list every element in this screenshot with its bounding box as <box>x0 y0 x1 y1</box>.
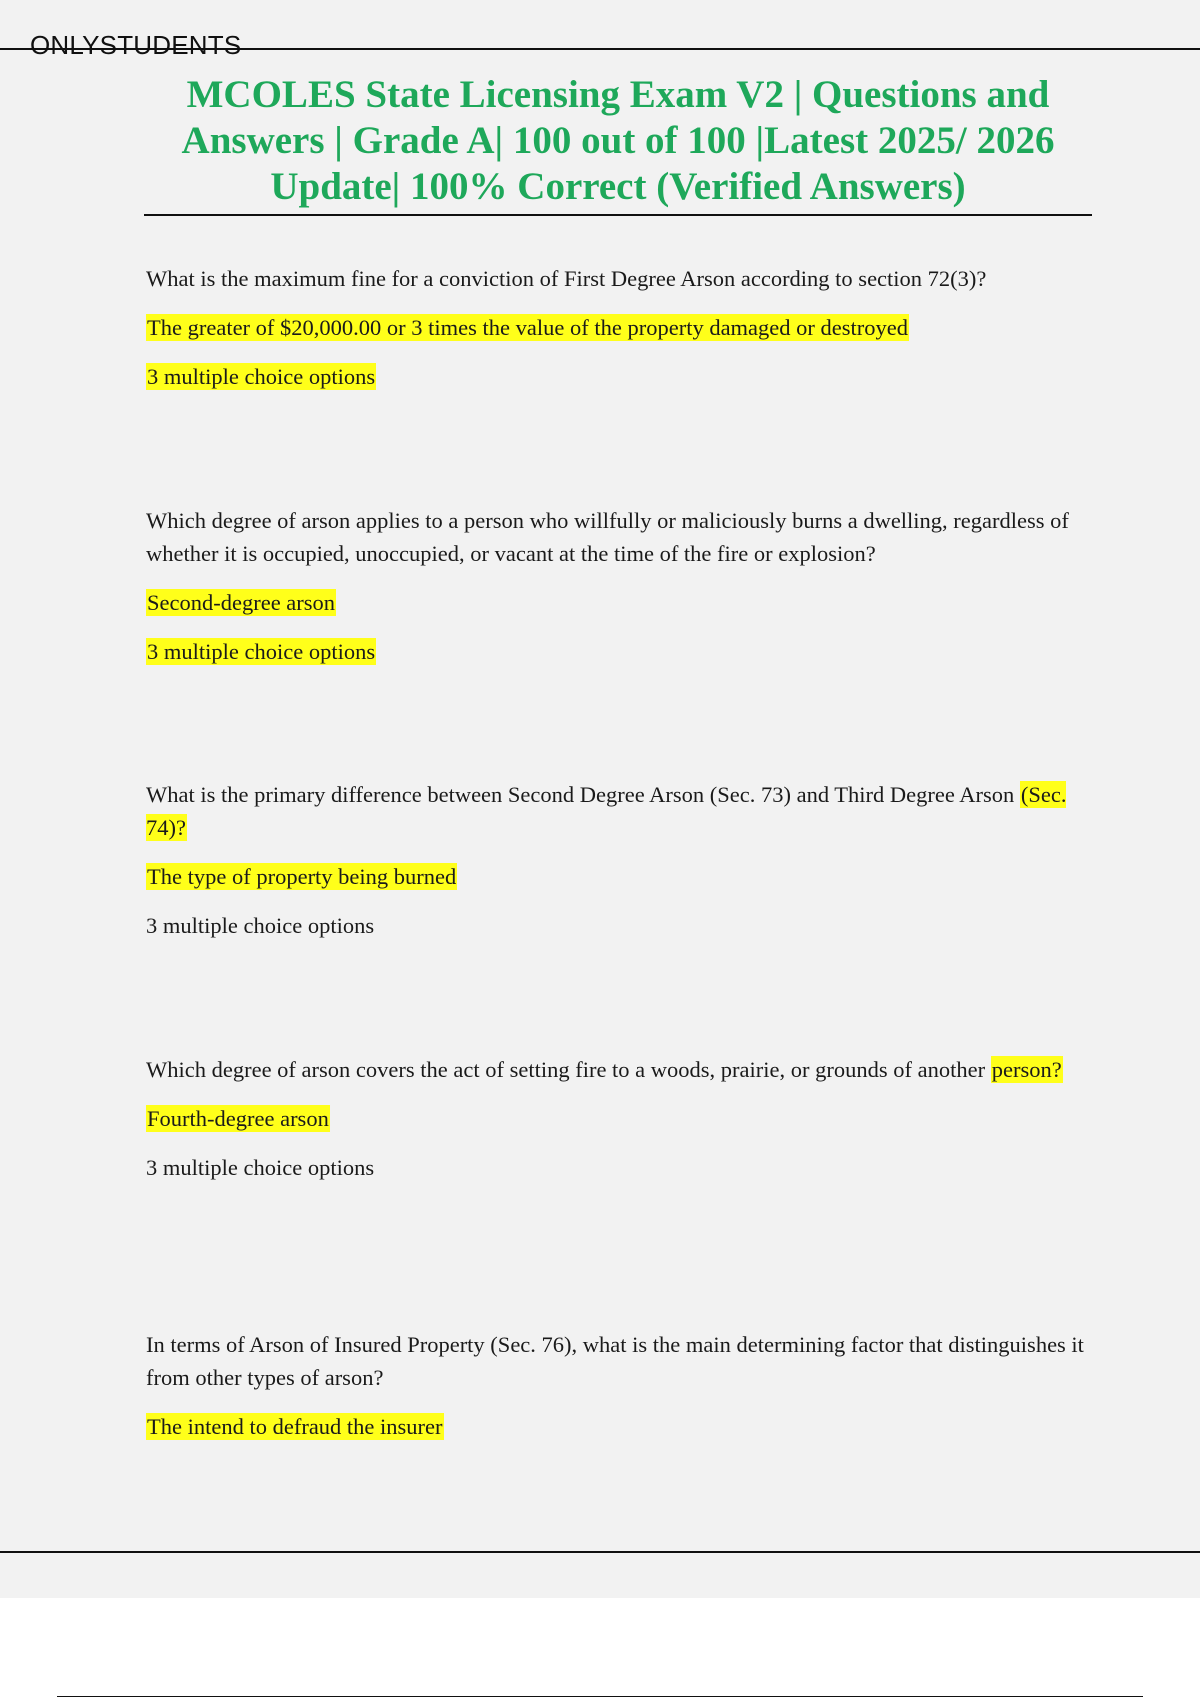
options-text: 3 multiple choice options <box>146 913 375 938</box>
question-main: What is the primary difference between Second Degree Arson (Sec. 73) and Third Degree Arson <box>146 782 1015 807</box>
qa-item <box>146 504 1086 684</box>
answer-line <box>146 586 1086 619</box>
watermark: ONLYSTUDENTS <box>30 30 242 60</box>
answer-text: The intend to defraud the insurer <box>147 1414 443 1439</box>
answer-text: Fourth-degree arson <box>147 1106 329 1131</box>
options-text: 3 multiple choice options <box>146 1155 375 1180</box>
question-text: Which degree of arson applies to a person who willfully or maliciously burns a dwelling, regardless of whether it is occupied, unoccupied, or vacant at the time of the fire or explosion? <box>146 508 1069 566</box>
answer-text: The type of property being burned <box>147 864 457 889</box>
question-text: What is the maximum fine for a conviction of First Degree Arson according to section 72(3)? <box>146 266 987 291</box>
page-bottom-divider <box>0 1551 1200 1553</box>
question-main: Which degree of arson covers the act of setting fire to a woods, prairie, or grounds of another <box>146 1057 986 1082</box>
title-divider <box>144 214 1092 216</box>
answer-text: The greater of $20,000.00 or 3 times the value of the property damaged or destroyed <box>147 315 909 340</box>
question-text <box>146 778 1086 844</box>
answer-line <box>146 1410 1086 1443</box>
page-title: MCOLES State Licensing Exam V2 | Questions and Answers | Grade A| 100 out of 100 |Latest 2025/ 2026 Update| 100% Correct (Verified Answers) <box>181 73 1055 208</box>
options-text: 3 multiple choice options <box>147 639 376 664</box>
answer-line <box>146 860 1086 893</box>
options-line <box>146 360 1086 393</box>
question-text: In terms of Arson of Insured Property (Sec. 76), what is the main determining factor that distinguishes it from other types of arson? <box>146 1332 1084 1390</box>
options-text: 3 multiple choice options <box>147 364 376 389</box>
answer-text: Second-degree arson <box>147 590 336 615</box>
qa-item <box>146 262 1086 409</box>
qa-item <box>146 1328 1086 1459</box>
footer-divider <box>57 1696 1143 1697</box>
qa-item <box>146 778 1086 958</box>
options-line <box>146 635 1086 668</box>
qa-item <box>146 1053 1086 1200</box>
question-text <box>146 1053 1086 1086</box>
answer-line <box>146 1102 1086 1135</box>
question-highlight: (Sec. 74)? <box>146 782 1067 840</box>
question-highlight: person? <box>991 1057 1062 1082</box>
answer-line <box>146 311 1086 344</box>
